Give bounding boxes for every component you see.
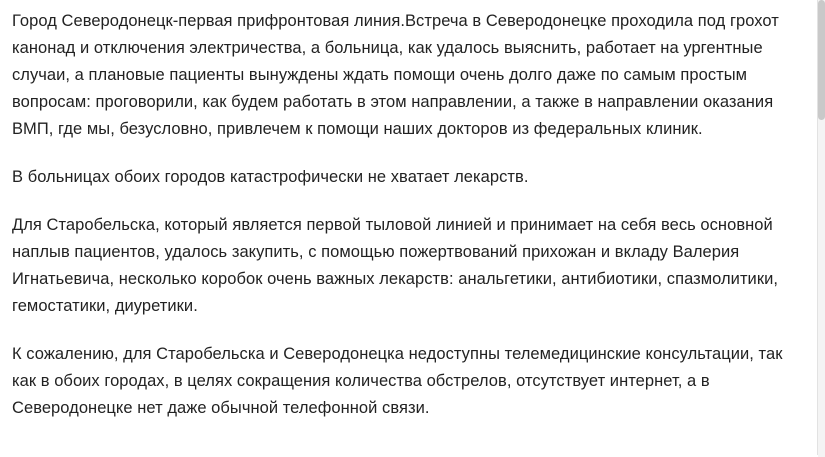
paragraph: К сожалению, для Старобельска и Северодонецка недоступны телемедицинские консультации, так как в обоих городах, в целях сокращения количества обстрелов, отсутствует интернет, а в Северодонецке нет даже обычной телефонной связи. xyxy=(12,345,783,417)
paragraph: Для Старобельска, который является первой тыловой линией и принимает на себя весь основной наплыв пациентов, удалось закупить, с помощью пожертвований прихожан и вкладу Валерия Игнатьевича, несколько коробок очень важных лекарств: анальгетики, антибиотики, спазмолитики, гемостатики, диуретики. xyxy=(12,216,778,315)
scrollbar-thumb[interactable] xyxy=(818,0,825,120)
vertical-scrollbar[interactable] xyxy=(817,0,825,457)
paragraph: Город Северодонецк-первая прифронтовая линия.Встреча в Северодонецке проходила под грохот канонад и отключения электричества, а больница, как удалось выяснить, работает на ургентные случаи, а плановые пациенты вынуждены ждать помощи очень долго даже по самым простым вопросам: проговорили, как будем работать в этом направлении, а также в направлении оказания ВМП, где мы, безусловно, привлечем к помощи наших докторов из федеральных клиник. xyxy=(12,12,779,138)
paragraph: В больницах обоих городов катастрофически не хватает лекарств. xyxy=(12,168,529,186)
